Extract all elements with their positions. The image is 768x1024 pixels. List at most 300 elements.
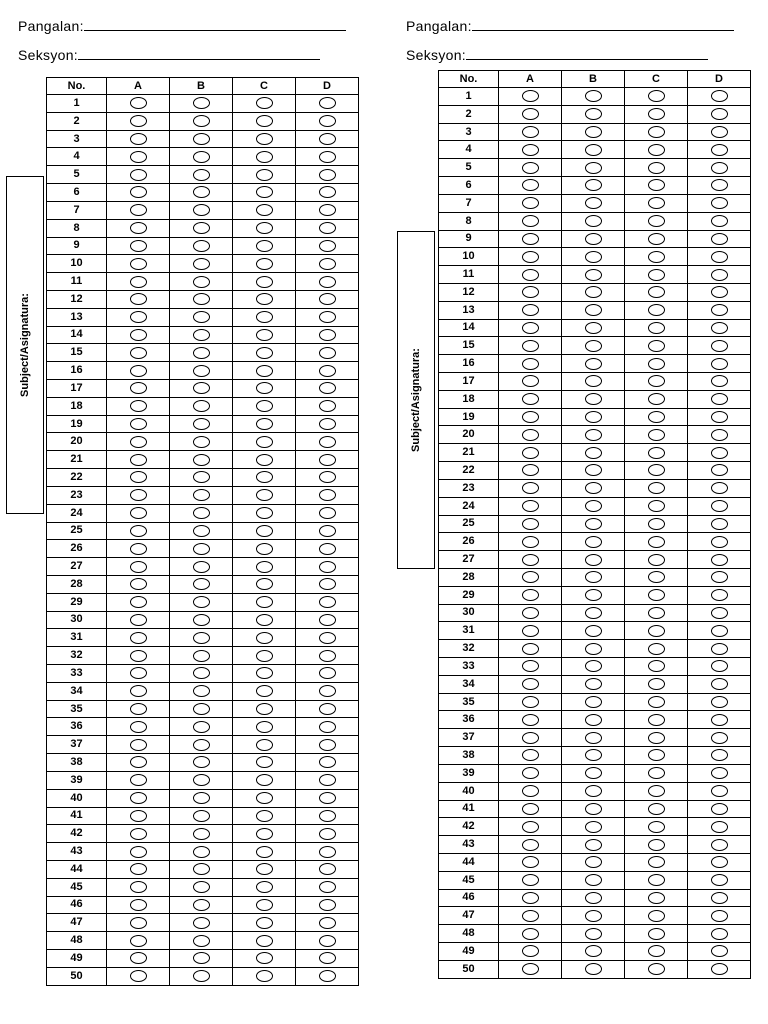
answer-bubble-a[interactable] (522, 90, 539, 102)
answer-bubble-a[interactable] (522, 910, 539, 922)
answer-bubble-c[interactable] (648, 554, 665, 566)
answer-bubble-a[interactable] (522, 411, 539, 423)
answer-bubble-b[interactable] (585, 108, 602, 120)
answer-bubble-d[interactable] (319, 970, 336, 982)
answer-bubble-b[interactable] (585, 874, 602, 886)
answer-bubble-b[interactable] (585, 749, 602, 761)
answer-bubble-a[interactable] (130, 543, 147, 555)
answer-bubble-a[interactable] (522, 678, 539, 690)
answer-bubble-a[interactable] (130, 311, 147, 323)
answer-bubble-b[interactable] (193, 881, 210, 893)
answer-bubble-d[interactable] (711, 90, 728, 102)
answer-bubble-c[interactable] (648, 607, 665, 619)
answer-bubble-d[interactable] (711, 821, 728, 833)
answer-bubble-c[interactable] (256, 863, 273, 875)
answer-bubble-a[interactable] (522, 482, 539, 494)
answer-bubble-b[interactable] (585, 90, 602, 102)
answer-bubble-b[interactable] (585, 571, 602, 583)
answer-bubble-b[interactable] (193, 293, 210, 305)
answer-bubble-d[interactable] (711, 162, 728, 174)
answer-bubble-d[interactable] (711, 571, 728, 583)
answer-bubble-a[interactable] (522, 607, 539, 619)
answer-bubble-b[interactable] (585, 660, 602, 672)
answer-bubble-a[interactable] (522, 375, 539, 387)
answer-bubble-a[interactable] (130, 489, 147, 501)
answer-bubble-d[interactable] (711, 696, 728, 708)
answer-bubble-b[interactable] (193, 418, 210, 430)
answer-bubble-b[interactable] (193, 863, 210, 875)
answer-bubble-b[interactable] (585, 892, 602, 904)
answer-bubble-b[interactable] (585, 162, 602, 174)
answer-bubble-c[interactable] (256, 240, 273, 252)
answer-bubble-b[interactable] (585, 839, 602, 851)
answer-bubble-d[interactable] (319, 347, 336, 359)
answer-bubble-b[interactable] (585, 803, 602, 815)
answer-bubble-b[interactable] (585, 429, 602, 441)
answer-bubble-a[interactable] (522, 732, 539, 744)
answer-bubble-b[interactable] (585, 821, 602, 833)
answer-bubble-c[interactable] (256, 97, 273, 109)
answer-bubble-d[interactable] (711, 322, 728, 334)
answer-bubble-b[interactable] (585, 215, 602, 227)
answer-bubble-c[interactable] (256, 115, 273, 127)
answer-bubble-c[interactable] (648, 892, 665, 904)
answer-bubble-d[interactable] (711, 963, 728, 975)
answer-bubble-a[interactable] (130, 667, 147, 679)
answer-bubble-a[interactable] (522, 643, 539, 655)
answer-bubble-d[interactable] (711, 500, 728, 512)
answer-bubble-a[interactable] (130, 222, 147, 234)
answer-bubble-c[interactable] (648, 536, 665, 548)
answer-bubble-a[interactable] (130, 614, 147, 626)
answer-bubble-b[interactable] (585, 358, 602, 370)
answer-bubble-a[interactable] (130, 347, 147, 359)
answer-bubble-b[interactable] (193, 489, 210, 501)
answer-bubble-b[interactable] (193, 756, 210, 768)
subject-box[interactable] (6, 176, 44, 514)
answer-bubble-c[interactable] (256, 881, 273, 893)
answer-bubble-b[interactable] (193, 365, 210, 377)
answer-bubble-b[interactable] (585, 482, 602, 494)
answer-bubble-c[interactable] (648, 910, 665, 922)
answer-bubble-d[interactable] (711, 233, 728, 245)
answer-bubble-a[interactable] (522, 554, 539, 566)
answer-bubble-a[interactable] (522, 358, 539, 370)
answer-bubble-c[interactable] (648, 447, 665, 459)
answer-bubble-c[interactable] (256, 792, 273, 804)
answer-bubble-d[interactable] (319, 792, 336, 804)
answer-bubble-d[interactable] (711, 856, 728, 868)
answer-bubble-d[interactable] (319, 863, 336, 875)
answer-bubble-d[interactable] (711, 589, 728, 601)
answer-bubble-d[interactable] (319, 543, 336, 555)
answer-bubble-c[interactable] (648, 375, 665, 387)
answer-bubble-b[interactable] (193, 454, 210, 466)
answer-bubble-d[interactable] (319, 382, 336, 394)
answer-bubble-a[interactable] (522, 144, 539, 156)
answer-bubble-a[interactable] (522, 197, 539, 209)
answer-bubble-a[interactable] (130, 507, 147, 519)
answer-bubble-c[interactable] (648, 625, 665, 637)
answer-bubble-d[interactable] (711, 375, 728, 387)
answer-bubble-b[interactable] (585, 179, 602, 191)
answer-bubble-d[interactable] (319, 276, 336, 288)
answer-bubble-a[interactable] (130, 828, 147, 840)
answer-bubble-b[interactable] (193, 382, 210, 394)
answer-bubble-b[interactable] (193, 204, 210, 216)
answer-bubble-d[interactable] (711, 803, 728, 815)
answer-bubble-a[interactable] (522, 839, 539, 851)
answer-bubble-b[interactable] (585, 554, 602, 566)
answer-bubble-a[interactable] (130, 756, 147, 768)
answer-bubble-a[interactable] (130, 899, 147, 911)
answer-bubble-a[interactable] (130, 133, 147, 145)
answer-bubble-c[interactable] (648, 215, 665, 227)
answer-bubble-b[interactable] (193, 792, 210, 804)
answer-bubble-a[interactable] (522, 571, 539, 583)
answer-bubble-d[interactable] (711, 892, 728, 904)
answer-bubble-c[interactable] (648, 643, 665, 655)
answer-bubble-c[interactable] (648, 945, 665, 957)
answer-bubble-a[interactable] (130, 935, 147, 947)
answer-bubble-c[interactable] (648, 500, 665, 512)
answer-bubble-a[interactable] (130, 115, 147, 127)
answer-bubble-d[interactable] (319, 596, 336, 608)
answer-bubble-c[interactable] (648, 856, 665, 868)
answer-bubble-d[interactable] (711, 554, 728, 566)
answer-bubble-b[interactable] (585, 375, 602, 387)
answer-bubble-c[interactable] (648, 749, 665, 761)
answer-bubble-c[interactable] (256, 561, 273, 573)
answer-bubble-c[interactable] (648, 251, 665, 263)
answer-bubble-d[interactable] (319, 454, 336, 466)
answer-bubble-c[interactable] (648, 660, 665, 672)
answer-bubble-c[interactable] (256, 222, 273, 234)
answer-bubble-a[interactable] (130, 186, 147, 198)
answer-bubble-d[interactable] (319, 186, 336, 198)
answer-bubble-d[interactable] (711, 393, 728, 405)
answer-bubble-d[interactable] (711, 340, 728, 352)
answer-bubble-c[interactable] (648, 732, 665, 744)
answer-bubble-d[interactable] (319, 828, 336, 840)
answer-bubble-d[interactable] (711, 126, 728, 138)
answer-bubble-b[interactable] (193, 543, 210, 555)
answer-bubble-c[interactable] (256, 489, 273, 501)
answer-bubble-c[interactable] (256, 365, 273, 377)
answer-bubble-b[interactable] (585, 643, 602, 655)
answer-bubble-b[interactable] (585, 696, 602, 708)
answer-bubble-d[interactable] (319, 917, 336, 929)
answer-bubble-d[interactable] (711, 269, 728, 281)
answer-bubble-c[interactable] (648, 340, 665, 352)
answer-bubble-c[interactable] (256, 186, 273, 198)
answer-bubble-d[interactable] (711, 839, 728, 851)
answer-bubble-d[interactable] (711, 874, 728, 886)
answer-bubble-b[interactable] (193, 899, 210, 911)
answer-bubble-b[interactable] (193, 186, 210, 198)
answer-bubble-c[interactable] (648, 767, 665, 779)
answer-bubble-d[interactable] (319, 115, 336, 127)
answer-bubble-d[interactable] (711, 358, 728, 370)
answer-bubble-a[interactable] (130, 525, 147, 537)
answer-bubble-a[interactable] (130, 863, 147, 875)
answer-bubble-b[interactable] (193, 258, 210, 270)
answer-bubble-b[interactable] (585, 589, 602, 601)
answer-bubble-a[interactable] (130, 454, 147, 466)
answer-bubble-b[interactable] (585, 500, 602, 512)
answer-bubble-d[interactable] (711, 215, 728, 227)
answer-bubble-d[interactable] (319, 293, 336, 305)
answer-bubble-b[interactable] (585, 251, 602, 263)
answer-bubble-b[interactable] (193, 507, 210, 519)
answer-bubble-d[interactable] (319, 667, 336, 679)
name-line[interactable] (472, 16, 734, 31)
answer-bubble-c[interactable] (648, 233, 665, 245)
answer-bubble-c[interactable] (648, 358, 665, 370)
answer-bubble-a[interactable] (522, 126, 539, 138)
answer-bubble-d[interactable] (711, 108, 728, 120)
answer-bubble-c[interactable] (648, 696, 665, 708)
answer-bubble-d[interactable] (319, 525, 336, 537)
answer-bubble-c[interactable] (256, 169, 273, 181)
answer-bubble-a[interactable] (522, 340, 539, 352)
answer-bubble-c[interactable] (256, 347, 273, 359)
answer-bubble-c[interactable] (648, 518, 665, 530)
answer-bubble-a[interactable] (522, 803, 539, 815)
answer-bubble-d[interactable] (711, 625, 728, 637)
answer-bubble-d[interactable] (319, 311, 336, 323)
answer-bubble-d[interactable] (711, 767, 728, 779)
answer-bubble-b[interactable] (193, 614, 210, 626)
answer-bubble-c[interactable] (648, 589, 665, 601)
answer-bubble-c[interactable] (256, 846, 273, 858)
answer-bubble-a[interactable] (522, 696, 539, 708)
answer-bubble-c[interactable] (256, 382, 273, 394)
answer-bubble-b[interactable] (585, 910, 602, 922)
answer-bubble-a[interactable] (130, 204, 147, 216)
answer-bubble-b[interactable] (193, 151, 210, 163)
answer-bubble-d[interactable] (319, 756, 336, 768)
answer-bubble-c[interactable] (648, 197, 665, 209)
answer-bubble-d[interactable] (711, 749, 728, 761)
answer-bubble-d[interactable] (319, 240, 336, 252)
section-line[interactable] (466, 45, 708, 60)
answer-bubble-c[interactable] (648, 393, 665, 405)
answer-bubble-c[interactable] (256, 543, 273, 555)
answer-bubble-a[interactable] (522, 108, 539, 120)
answer-bubble-a[interactable] (130, 365, 147, 377)
answer-bubble-d[interactable] (319, 632, 336, 644)
answer-bubble-d[interactable] (319, 400, 336, 412)
answer-bubble-b[interactable] (193, 133, 210, 145)
answer-bubble-c[interactable] (648, 162, 665, 174)
answer-bubble-d[interactable] (319, 578, 336, 590)
answer-bubble-c[interactable] (648, 821, 665, 833)
answer-bubble-d[interactable] (319, 222, 336, 234)
answer-bubble-d[interactable] (319, 204, 336, 216)
answer-bubble-b[interactable] (585, 536, 602, 548)
answer-bubble-a[interactable] (130, 169, 147, 181)
answer-bubble-c[interactable] (648, 304, 665, 316)
answer-bubble-a[interactable] (130, 418, 147, 430)
answer-bubble-b[interactable] (193, 667, 210, 679)
answer-bubble-c[interactable] (256, 650, 273, 662)
answer-bubble-b[interactable] (585, 447, 602, 459)
answer-bubble-a[interactable] (130, 632, 147, 644)
answer-bubble-d[interactable] (319, 436, 336, 448)
answer-bubble-c[interactable] (256, 258, 273, 270)
answer-bubble-d[interactable] (711, 447, 728, 459)
answer-bubble-a[interactable] (130, 382, 147, 394)
answer-bubble-c[interactable] (256, 507, 273, 519)
answer-bubble-b[interactable] (193, 935, 210, 947)
answer-bubble-a[interactable] (522, 856, 539, 868)
answer-bubble-b[interactable] (585, 286, 602, 298)
answer-bubble-b[interactable] (193, 169, 210, 181)
answer-bubble-a[interactable] (130, 97, 147, 109)
answer-bubble-a[interactable] (130, 578, 147, 590)
section-field[interactable] (406, 45, 708, 63)
answer-bubble-b[interactable] (585, 678, 602, 690)
answer-bubble-d[interactable] (711, 179, 728, 191)
answer-bubble-c[interactable] (648, 464, 665, 476)
answer-bubble-d[interactable] (319, 169, 336, 181)
answer-bubble-a[interactable] (522, 874, 539, 886)
answer-bubble-c[interactable] (256, 293, 273, 305)
answer-bubble-a[interactable] (130, 685, 147, 697)
section-line[interactable] (78, 45, 320, 60)
answer-bubble-a[interactable] (522, 536, 539, 548)
answer-bubble-a[interactable] (130, 400, 147, 412)
answer-bubble-d[interactable] (319, 418, 336, 430)
answer-bubble-b[interactable] (585, 304, 602, 316)
answer-bubble-d[interactable] (711, 732, 728, 744)
answer-bubble-d[interactable] (711, 928, 728, 940)
answer-bubble-d[interactable] (319, 133, 336, 145)
answer-bubble-d[interactable] (319, 952, 336, 964)
answer-bubble-d[interactable] (319, 365, 336, 377)
section-field[interactable] (18, 45, 320, 63)
answer-bubble-b[interactable] (585, 732, 602, 744)
answer-bubble-b[interactable] (585, 963, 602, 975)
answer-bubble-b[interactable] (193, 721, 210, 733)
answer-bubble-b[interactable] (585, 607, 602, 619)
answer-bubble-b[interactable] (193, 400, 210, 412)
answer-bubble-a[interactable] (130, 917, 147, 929)
answer-bubble-b[interactable] (193, 222, 210, 234)
answer-bubble-a[interactable] (522, 767, 539, 779)
answer-bubble-a[interactable] (130, 436, 147, 448)
answer-bubble-a[interactable] (130, 276, 147, 288)
answer-bubble-c[interactable] (256, 917, 273, 929)
answer-bubble-b[interactable] (193, 311, 210, 323)
answer-bubble-c[interactable] (648, 714, 665, 726)
answer-bubble-d[interactable] (711, 482, 728, 494)
answer-bubble-a[interactable] (130, 970, 147, 982)
answer-bubble-c[interactable] (256, 276, 273, 288)
answer-bubble-c[interactable] (256, 471, 273, 483)
answer-bubble-a[interactable] (522, 589, 539, 601)
answer-bubble-d[interactable] (711, 197, 728, 209)
subject-box[interactable] (397, 231, 435, 569)
answer-bubble-d[interactable] (711, 678, 728, 690)
answer-bubble-c[interactable] (256, 614, 273, 626)
answer-bubble-a[interactable] (130, 881, 147, 893)
answer-bubble-b[interactable] (193, 774, 210, 786)
answer-bubble-c[interactable] (256, 329, 273, 341)
answer-bubble-a[interactable] (130, 846, 147, 858)
answer-bubble-a[interactable] (522, 714, 539, 726)
answer-bubble-d[interactable] (711, 660, 728, 672)
answer-bubble-d[interactable] (711, 910, 728, 922)
answer-bubble-a[interactable] (130, 650, 147, 662)
answer-bubble-c[interactable] (256, 685, 273, 697)
answer-bubble-c[interactable] (256, 133, 273, 145)
answer-bubble-c[interactable] (648, 286, 665, 298)
answer-bubble-a[interactable] (130, 810, 147, 822)
answer-bubble-c[interactable] (256, 151, 273, 163)
answer-bubble-a[interactable] (522, 500, 539, 512)
answer-bubble-d[interactable] (711, 411, 728, 423)
answer-bubble-b[interactable] (585, 322, 602, 334)
answer-bubble-b[interactable] (585, 518, 602, 530)
answer-bubble-d[interactable] (319, 561, 336, 573)
answer-bubble-c[interactable] (648, 571, 665, 583)
answer-bubble-d[interactable] (711, 251, 728, 263)
answer-bubble-c[interactable] (256, 756, 273, 768)
answer-bubble-b[interactable] (585, 767, 602, 779)
answer-bubble-a[interactable] (130, 293, 147, 305)
answer-bubble-b[interactable] (193, 347, 210, 359)
answer-bubble-c[interactable] (256, 632, 273, 644)
answer-bubble-d[interactable] (319, 774, 336, 786)
answer-bubble-c[interactable] (648, 269, 665, 281)
answer-bubble-b[interactable] (193, 578, 210, 590)
answer-bubble-d[interactable] (319, 703, 336, 715)
answer-bubble-c[interactable] (256, 970, 273, 982)
answer-bubble-d[interactable] (319, 810, 336, 822)
answer-bubble-c[interactable] (256, 667, 273, 679)
answer-bubble-c[interactable] (648, 126, 665, 138)
answer-bubble-a[interactable] (522, 945, 539, 957)
answer-bubble-d[interactable] (319, 739, 336, 751)
answer-bubble-c[interactable] (256, 703, 273, 715)
answer-bubble-b[interactable] (193, 561, 210, 573)
answer-bubble-c[interactable] (648, 90, 665, 102)
answer-bubble-c[interactable] (648, 928, 665, 940)
answer-bubble-a[interactable] (522, 269, 539, 281)
answer-bubble-c[interactable] (256, 828, 273, 840)
answer-bubble-d[interactable] (319, 471, 336, 483)
answer-bubble-b[interactable] (585, 625, 602, 637)
answer-bubble-b[interactable] (193, 810, 210, 822)
answer-bubble-a[interactable] (522, 447, 539, 459)
answer-bubble-b[interactable] (193, 917, 210, 929)
answer-bubble-a[interactable] (522, 928, 539, 940)
answer-bubble-d[interactable] (319, 614, 336, 626)
answer-bubble-b[interactable] (585, 714, 602, 726)
answer-bubble-a[interactable] (130, 703, 147, 715)
answer-bubble-d[interactable] (319, 97, 336, 109)
answer-bubble-b[interactable] (193, 525, 210, 537)
answer-bubble-a[interactable] (522, 286, 539, 298)
answer-bubble-c[interactable] (648, 322, 665, 334)
answer-bubble-b[interactable] (585, 340, 602, 352)
answer-bubble-b[interactable] (585, 785, 602, 797)
answer-bubble-d[interactable] (319, 899, 336, 911)
answer-bubble-c[interactable] (256, 899, 273, 911)
answer-bubble-c[interactable] (256, 810, 273, 822)
